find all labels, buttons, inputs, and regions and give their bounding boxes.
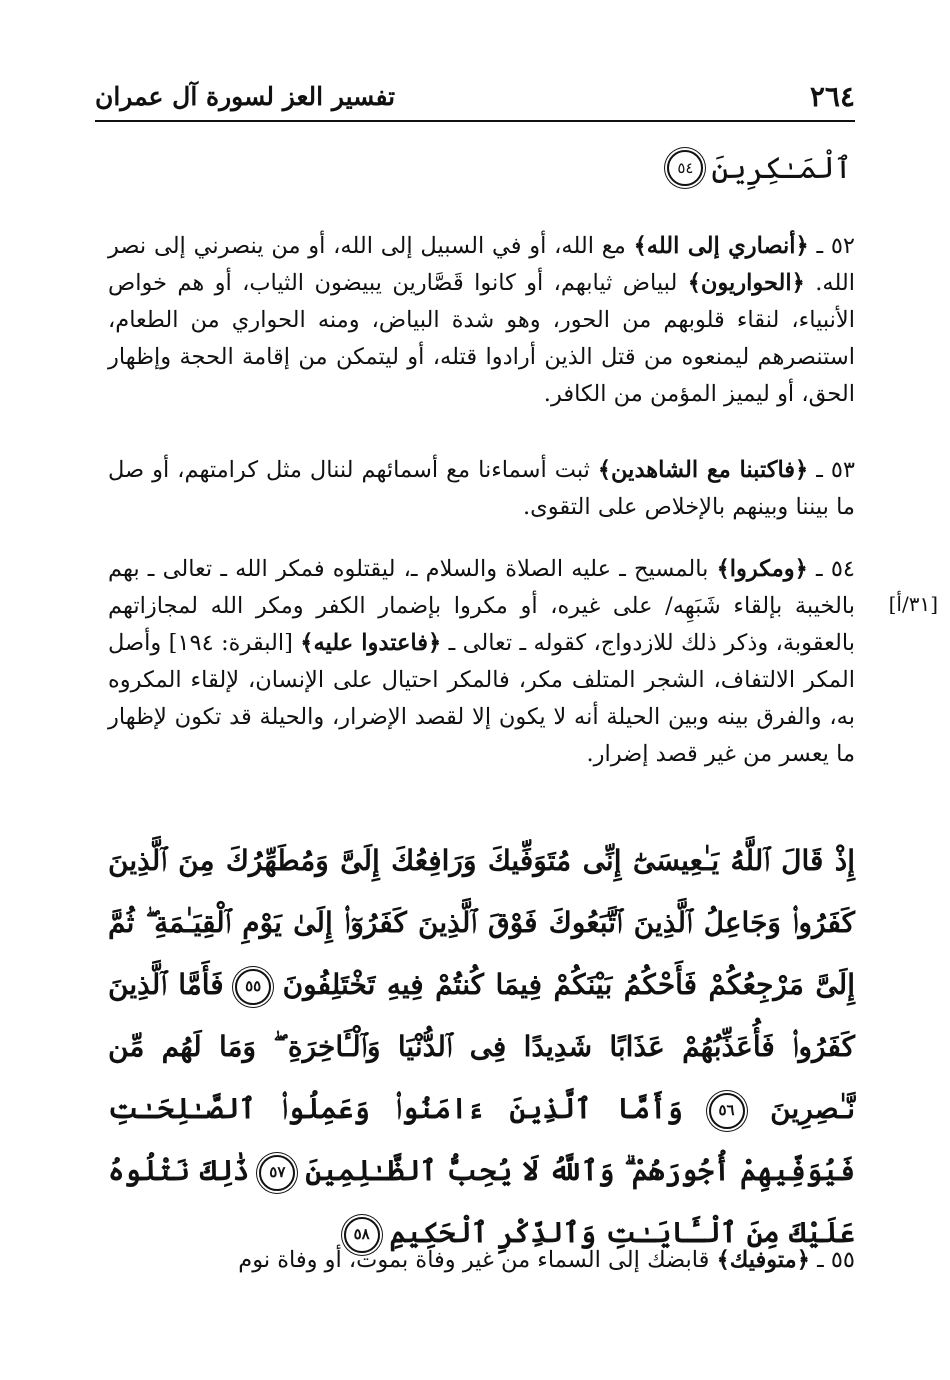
commentary-text: ثبت أسماءنا مع أسمائهم لننال مثل كرامتهم، أو صل ما بيننا وبينهم بالإخلاص على التقوى. xyxy=(108,457,855,520)
running-title: تفسير العز لسورة آل عمران xyxy=(95,81,396,111)
ayah-number-mark: ٥٧ xyxy=(259,1155,295,1191)
quoted-term: ﴿فاعتدوا عليه﴾ xyxy=(300,630,442,656)
manuscript-folio-marker: [٣١/أ] xyxy=(888,592,938,616)
verse-number: ٥٣ ـ xyxy=(816,457,855,483)
page-header xyxy=(95,72,855,122)
commentary-text: لبياض ثيابهم، أو كانوا قَصَّارين يبيضون الثياب، أو هم خواص الأنبياء، لنقاء قلوبهم من الحور، وهو شدة البياض، ومنه الحواري من الطعام، استنصرهم ليمنعوه من قتل الذين أرادوا قتله، أو ليتمكن من إقامة الحجة وإظهار الحق، أو ليميز المؤمن من الكافر. xyxy=(108,270,855,407)
commentary-paragraph-54 xyxy=(108,551,855,773)
verse-number: ٥٥ ـ xyxy=(817,1247,855,1273)
quran-verse-58: ذَٰلِكَ نَتْلُوهُ عَلَيْكَ مِنَ ٱلْـَٔايَـٰتِ وَٱلذِّكْرِ ٱلْحَكِيمِ xyxy=(108,1154,855,1249)
commentary-paragraph-52 xyxy=(108,228,855,413)
commentary-paragraph-55 xyxy=(108,1242,855,1279)
verse-end-word: ٱلْمَـٰكِرِينَ xyxy=(711,150,852,186)
page-number: ٢٦٤ xyxy=(809,79,855,113)
ayah-number-mark: ٥٨ xyxy=(344,1217,380,1253)
quoted-term: ﴿فاكتبنا مع الشاهدين﴾ xyxy=(597,457,809,483)
verse-end-line xyxy=(667,150,852,186)
commentary-paragraph-53 xyxy=(108,452,855,526)
ayah-number-mark: ٥٥ xyxy=(235,969,271,1005)
commentary-text: بالمسيح ـ عليه الصلاة والسلام ـ، ليقتلوه فمكر الله ـ تعالى ـ بهم بالخيبة بإلقاء شَبَهِه/ على غيره، أو مكروا بإضمار الكفر ومكر الله لمجازاتهم بالعقوبة، وذكر ذلك للازدواج، كقوله ـ تعالى ـ xyxy=(108,556,855,656)
ayah-number-mark: ٥٤ xyxy=(667,150,703,186)
verse-number: ٥٤ ـ xyxy=(816,556,856,582)
quoted-term: ﴿ومكروا﴾ xyxy=(716,556,808,582)
quran-verse-57: وَأَمَّا ٱلَّذِينَ ءَامَنُوا۟ وَعَمِلُوا۟ ٱلصَّـٰلِحَـٰتِ فَيُوَفِّيهِمْ أُجُورَهُمْ ۗ وَٱللَّهُ لَا يُحِبُّ ٱلظَّـٰلِمِينَ xyxy=(108,1092,856,1187)
quran-verse-56: فَأَمَّا ٱلَّذِينَ كَفَرُوا۟ فَأُعَذِّبُهُمْ عَذَابًا شَدِيدًا فِى ٱلدُّنْيَا وَٱلْـَٔاخِرَةِ ۖ وَمَا لَهُم مِّن نَّـٰصِرِينَ xyxy=(108,968,856,1125)
quran-verse-55: إِذْ قَالَ ٱللَّهُ يَـٰعِيسَىٰٓ إِنِّى مُتَوَفِّيكَ وَرَافِعُكَ إِلَىَّ وَمُطَهِّرُكَ مِنَ ٱلَّذِينَ كَفَرُوا۟ وَجَاعِلُ ٱلَّذِينَ ٱتَّبَعُوكَ فَوْقَ ٱلَّذِينَ كَفَرُوٓا۟ إِلَىٰ يَوْمِ ٱلْقِيَـٰمَةِ ۖ ثُمَّ إِلَىَّ مَرْجِعُكُمْ فَأَحْكُمُ بَيْنَكُمْ فِيمَا كُنتُمْ فِيهِ تَخْتَلِفُونَ xyxy=(108,844,855,1001)
quoted-term: ﴿الحواريون﴾ xyxy=(687,270,805,296)
commentary-text: قابضك إلى السماء من غير وفاة بموت، أو وفاة نوم xyxy=(238,1247,710,1273)
commentary-text: [البقرة: ١٩٤] وأصل المكر الالتفاف، الشجر المتلف مكر، فالمكر احتيال على الإنسان، لإلقاء المكروه به، والفرق بينه وبين الحيلة أنه لا يكون إلا لقصد الإضرار، والحيلة قد تكون لإظهار ما يعسر من غير قصد إضرار. xyxy=(108,630,855,767)
quran-verses-block xyxy=(108,830,855,1264)
verse-number: ٥٢ ـ xyxy=(816,233,855,259)
commentary-text: مع الله، أو في السبيل إلى الله، أو من ينصرني إلى نصر الله. xyxy=(108,233,856,296)
quoted-term: ﴿أنصاري إلى الله﴾ xyxy=(633,233,809,259)
ayah-number-mark: ٥٦ xyxy=(709,1093,745,1129)
quoted-term: ﴿متوفيك﴾ xyxy=(716,1247,810,1273)
